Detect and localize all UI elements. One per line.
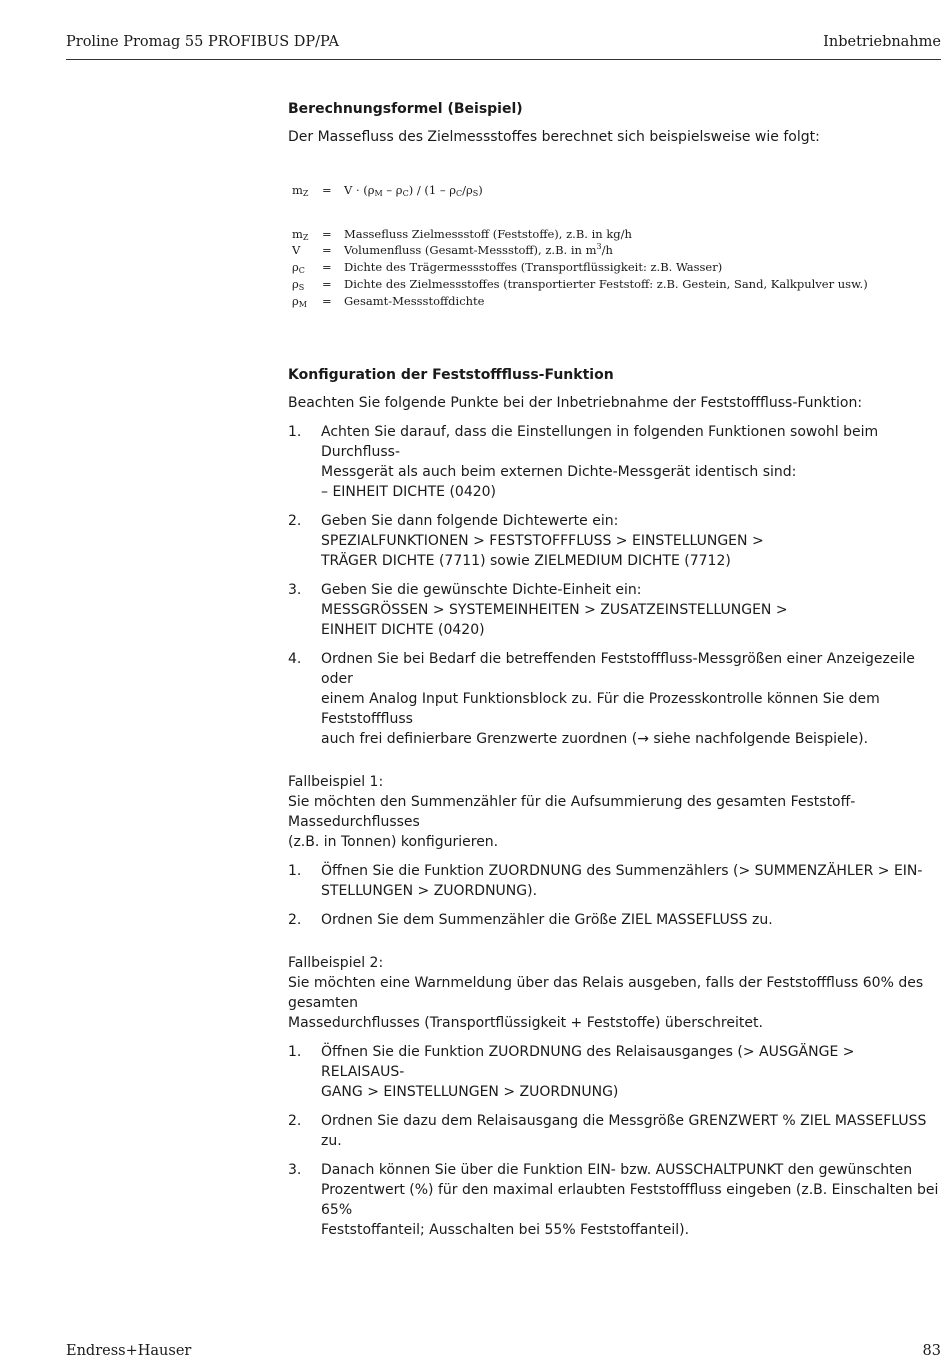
config-intro: Beachten Sie folgende Punkte bei der Inbetriebnahme der Feststofffluss-Funktion: <box>288 395 863 412</box>
legend-description <box>344 276 868 293</box>
legend-description <box>344 293 484 310</box>
legend-description-sup: 3 <box>596 242 602 252</box>
list-item-text <box>321 511 942 571</box>
text-line: EINHEIT DICHTE (0420) <box>321 622 485 639</box>
legend-symbol-base: ρ <box>292 260 299 275</box>
legend-symbol-sub: M <box>298 299 307 309</box>
legend-description <box>344 242 613 259</box>
legend-description-text: Dichte des Zielmessstoffes (transportierter Feststoff: z.B. Gestein, Sand, Kalkpulver usw.) <box>344 276 868 291</box>
text-line: Achten Sie darauf, dass die Einstellungen in folgenden Funktionen sowohl beim Durchfluss- <box>321 424 879 461</box>
text-line: Feststoffanteil; Ausschalten bei 55% Feststoffanteil). <box>321 1222 690 1239</box>
text-line: Ordnen Sie dazu dem Relaisausgang die Messgröße GRENZWERT % ZIEL MASSEFLUSS zu. <box>321 1113 927 1150</box>
list-item <box>288 649 942 749</box>
list-item <box>288 1111 942 1151</box>
text-line: Massedurchflusses (Transportflüssigkeit + Feststoffe) überschreitet. <box>288 1015 763 1032</box>
list-item <box>288 422 942 502</box>
list-item-number: 4. <box>288 651 302 668</box>
text-line: Ordnen Sie dem Summenzähler die Größe ZIEL MASSEFLUSS zu. <box>321 912 773 929</box>
legend-symbol <box>292 226 322 243</box>
case-1-description <box>288 792 942 852</box>
legend-symbol-base: ρ <box>292 293 299 308</box>
list-item-number: 2. <box>288 513 302 530</box>
text-line: SPEZIALFUNKTIONEN > FESTSTOFFFLUSS > EINSTELLUNGEN > <box>321 533 764 550</box>
list-item <box>288 580 942 640</box>
list-item-text <box>321 1160 942 1240</box>
section-heading-formula: Berechnungsformel (Beispiel) <box>288 101 523 117</box>
legend-row <box>292 276 942 293</box>
case-2-title: Fallbeispiel 2: <box>288 955 384 972</box>
list-item-text <box>321 861 942 901</box>
legend-symbol-sub: C <box>298 266 305 276</box>
list-item-text <box>321 649 942 749</box>
legend-symbol-base: m <box>292 226 303 241</box>
main-content <box>288 99 942 1249</box>
case-1 <box>288 772 942 930</box>
text-line: Messgerät als auch beim externen Dichte-Messgerät identisch sind: <box>321 464 797 481</box>
legend-row <box>292 259 942 276</box>
list-item-text <box>321 910 942 930</box>
legend-equals: = <box>322 260 332 275</box>
legend-description-tail: /h <box>601 243 613 258</box>
section-heading-config: Konfiguration der Feststofffluss-Funktion <box>288 367 614 384</box>
formula-legend <box>292 226 942 310</box>
text-line: Sie möchten den Summenzähler für die Aufsummierung des gesamten Feststoff-Massedurchflusses <box>288 794 856 831</box>
legend-equals: = <box>322 276 332 291</box>
legend-description-text: Dichte des Trägermessstoffes (Transportflüssigkeit: z.B. Wasser) <box>344 260 723 275</box>
text-line: Öffnen Sie die Funktion ZUORDNUNG des Relaisausganges (> AUSGÄNGE > RELAISAUS- <box>321 1044 855 1081</box>
legend-symbol <box>292 276 322 293</box>
list-item <box>288 861 942 901</box>
case-2-steps <box>288 1042 942 1240</box>
formula-equals: = <box>322 183 332 197</box>
legend-row <box>292 226 942 243</box>
page-number: 83 <box>922 1343 941 1359</box>
legend-description-text: Volumenfluss (Gesamt-Messstoff), z.B. in m <box>344 243 597 258</box>
legend-symbol-base: V <box>292 243 301 258</box>
text-line: Prozentwert (%) für den maximal erlaubten Feststofffluss eingeben (z.B. Einschalten bei 65% <box>321 1182 939 1219</box>
list-item-text <box>321 1042 942 1102</box>
legend-description <box>344 226 632 243</box>
text-line: auch frei definierbare Grenzwerte zuordnen (→ siehe nachfolgende Beispiele). <box>321 731 869 748</box>
legend-description <box>344 259 722 276</box>
formula-lhs: $m_Z$ <box>292 183 309 198</box>
legend-symbol <box>292 259 322 276</box>
list-item-number: 3. <box>288 1162 302 1179</box>
case-1-steps <box>288 861 942 930</box>
text-line: Danach können Sie über die Funktion EIN- bzw. AUSSCHALTPUNKT den gewünschten <box>321 1162 913 1179</box>
text-line: STELLUNGEN > ZUORDNUNG). <box>321 883 538 900</box>
text-line: Ordnen Sie bei Bedarf die betreffenden Feststofffluss-Messgrößen einer Anzeigezeile oder <box>321 651 915 688</box>
legend-description-text: Gesamt-Messstoffdichte <box>344 293 485 308</box>
text-line: Geben Sie dann folgende Dichtewerte ein: <box>321 513 619 530</box>
list-item-number: 2. <box>288 1113 302 1130</box>
list-item <box>288 1042 942 1102</box>
legend-row <box>292 293 942 310</box>
list-item-number: 2. <box>288 912 302 929</box>
list-item <box>288 910 942 930</box>
formula <box>292 182 942 199</box>
legend-equals: = <box>322 226 332 241</box>
legend-equals: = <box>322 243 332 258</box>
formula-intro: Der Massefluss des Zielmessstoffes berechnet sich beispielsweise wie folgt: <box>288 129 820 145</box>
legend-symbol <box>292 242 322 259</box>
text-line: (z.B. in Tonnen) konfigurieren. <box>288 834 499 851</box>
list-item-number: 1. <box>288 1044 302 1061</box>
text-line: Sie möchten eine Warnmeldung über das Relais ausgeben, falls der Feststofffluss 60% des gesamten <box>288 975 924 1012</box>
case-2-description <box>288 973 942 1033</box>
legend-symbol-sub: Z <box>302 232 309 242</box>
formula-rhs: $V \cdot (\rho_M - \rho_C) / (1 - \rho_C/\rho_S)$ <box>344 183 483 198</box>
footer-brand: Endress+Hauser <box>66 1343 192 1359</box>
text-line: Öffnen Sie die Funktion ZUORDNUNG des Summenzählers (> SUMMENZÄHLER > EIN- <box>321 863 923 880</box>
list-item <box>288 1160 942 1240</box>
list-item-text <box>321 580 942 640</box>
header-rule <box>66 59 941 60</box>
text-line: TRÄGER DICHTE (7711) sowie ZIELMEDIUM DICHTE (7712) <box>321 553 731 570</box>
header-section: Inbetriebnahme <box>823 34 941 50</box>
text-line: GANG > EINSTELLUNGEN > ZUORDNUNG) <box>321 1084 619 1101</box>
list-item-number: 1. <box>288 863 302 880</box>
text-line: einem Analog Input Funktionsblock zu. Für die Prozesskontrolle können Sie dem Feststofffluss <box>321 691 880 728</box>
text-line: Geben Sie die gewünschte Dichte-Einheit ein: <box>321 582 642 599</box>
list-item <box>288 511 942 571</box>
case-1-title: Fallbeispiel 1: <box>288 774 384 791</box>
list-item-number: 1. <box>288 424 302 441</box>
legend-equals: = <box>322 293 332 308</box>
legend-row <box>292 242 942 259</box>
text-line: – EINHEIT DICHTE (0420) <box>321 484 497 501</box>
case-2 <box>288 953 942 1240</box>
header-title: Proline Promag 55 PROFIBUS DP/PA <box>66 34 339 50</box>
text-line: MESSGRÖSSEN > SYSTEMEINHEITEN > ZUSATZEINSTELLUNGEN > <box>321 602 788 619</box>
config-steps <box>288 422 942 749</box>
list-item-text <box>321 1111 942 1151</box>
legend-symbol-base: ρ <box>292 276 299 291</box>
legend-symbol <box>292 293 322 310</box>
legend-symbol-sub: S <box>298 282 305 292</box>
list-item-number: 3. <box>288 582 302 599</box>
legend-description-text: Massefluss Zielmessstoff (Feststoffe), z.B. in kg/h <box>344 226 632 241</box>
list-item-text <box>321 422 942 502</box>
